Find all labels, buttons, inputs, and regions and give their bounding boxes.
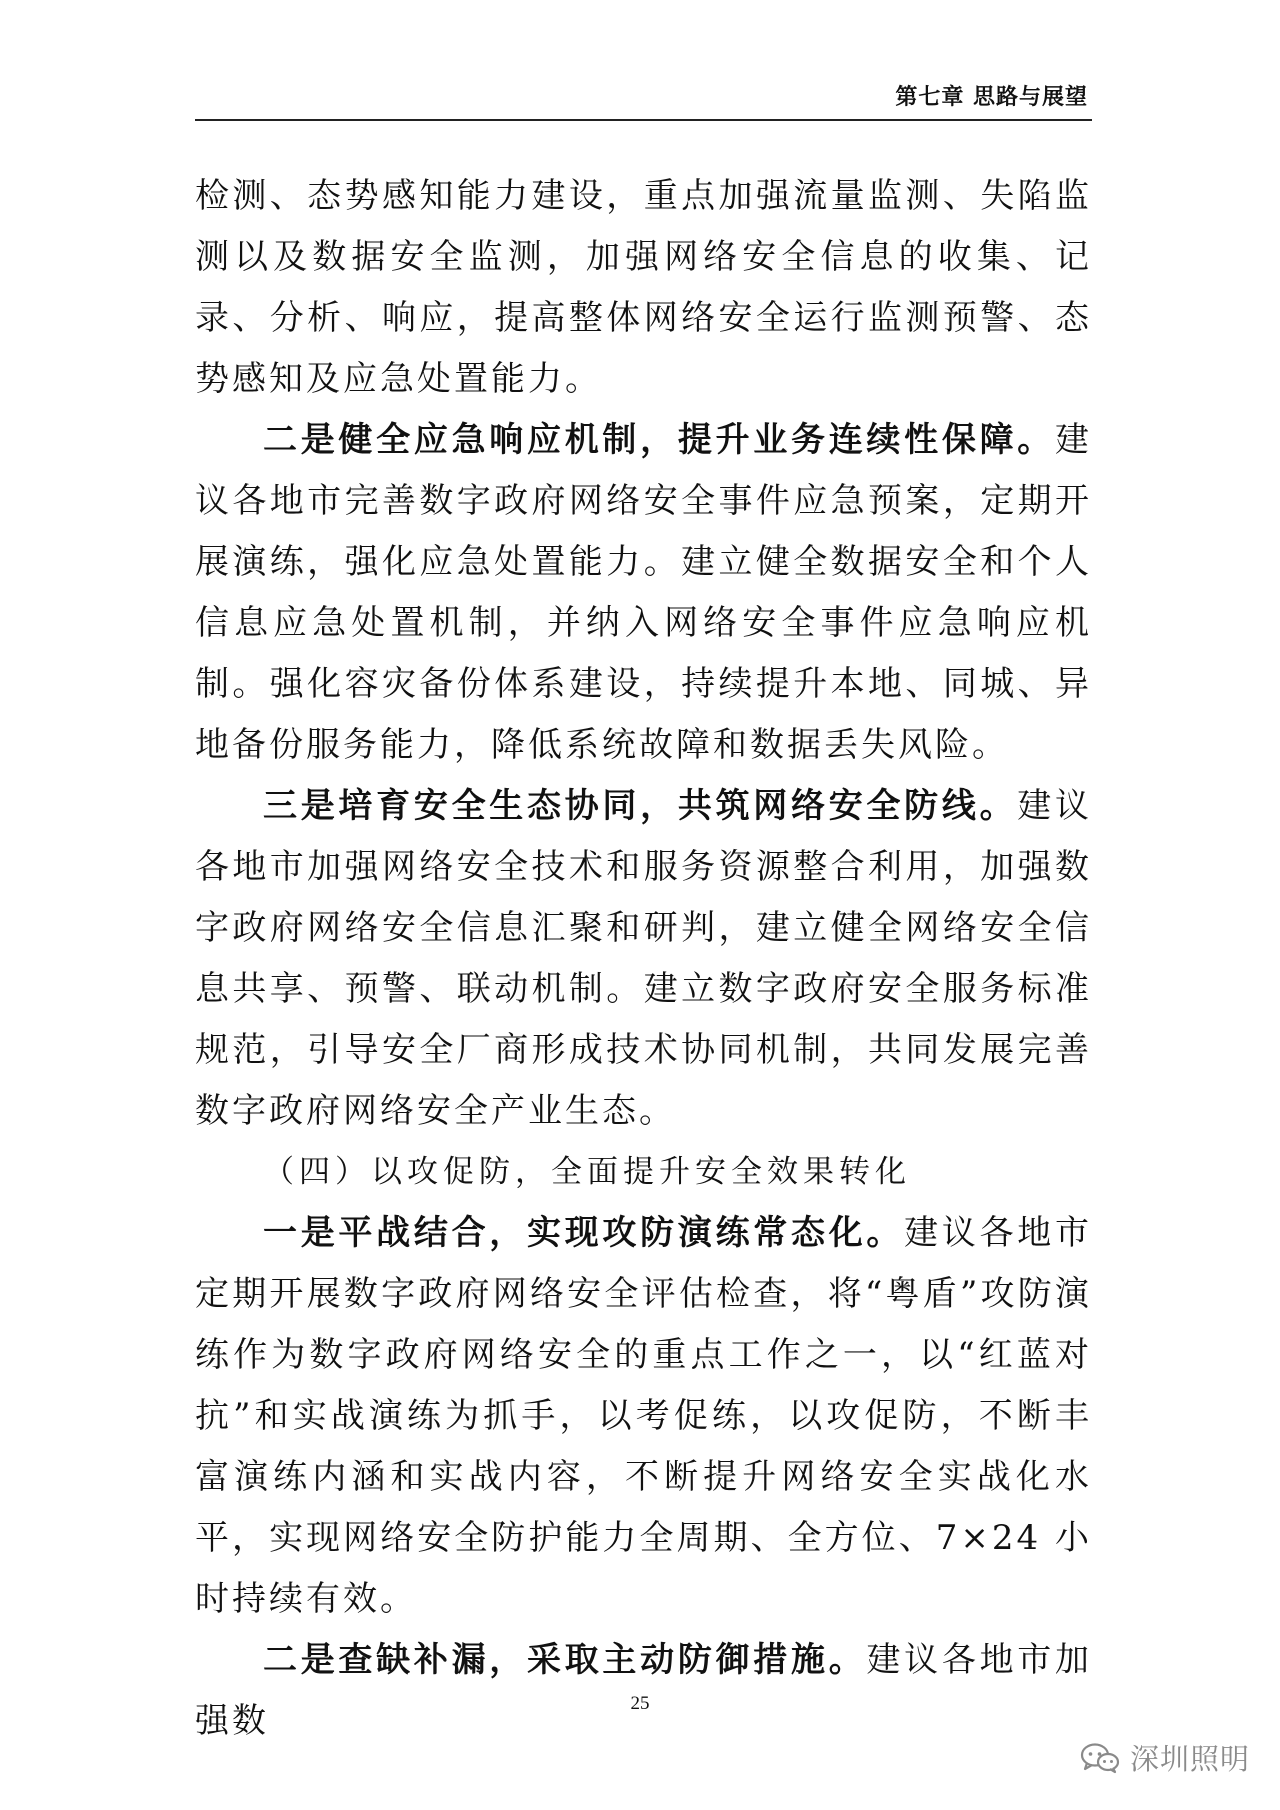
- paragraph-lead: 二是查缺补漏，采取主动防御措施。: [263, 1640, 867, 1680]
- paragraph-text: 建议各地市加强数: [195, 1640, 1093, 1741]
- chapter-title: 第七章 思路与展望: [895, 85, 1088, 110]
- paragraph-4: [195, 1203, 1092, 1630]
- watermark: [1080, 1737, 1250, 1778]
- paragraph-text: 建议各地市完善数字政府网络安全事件应急预案，定期开展演练，强化应急处置能力。建立健全数据安全和个人信息应急处置机制，并纳入网络安全事件应急响应机制。强化容灾备份体系建设，持续提升本地、同城、异地备份服务能力，降低系统故障和数据丢失风险。: [195, 420, 1092, 765]
- paragraph-1: [195, 166, 1092, 410]
- watermark-text: 深圳照明: [1129, 1742, 1250, 1776]
- section-heading: （四）以攻促防，全面提升安全效果转化: [263, 1154, 911, 1190]
- paragraph-2: [195, 410, 1092, 776]
- paragraph-3: [195, 776, 1092, 1142]
- paragraph-lead: 二是健全应急响应机制，提升业务连续性保障。: [263, 420, 1055, 460]
- paragraph-5: [195, 1630, 1092, 1752]
- page-header: [195, 74, 1092, 121]
- paragraph-text: 建议各地市加强网络安全技术和服务资源整合利用，加强数字政府网络安全信息汇聚和研判，建立健全网络安全信息共享、预警、联动机制。建立数字政府安全服务标准规范，引导安全厂商形成技术协同机制，共同发展完善数字政府网络安全产业生态。: [195, 786, 1093, 1131]
- page-content: [195, 166, 1092, 1752]
- wechat-icon: [1080, 1742, 1120, 1774]
- paragraph-lead: 三是培育安全生态协同，共筑网络安全防线。: [263, 786, 1018, 826]
- paragraph-text: 建议各地市定期开展数字政府网络安全评估检查，将“粤盾”攻防演练作为数字政府网络安全的重点工作之一，以“红蓝对抗”和实战演练为抓手，以考促练，以攻促防，不断丰富演练内涵和实战内容，不断提升网络安全实战化水平，实现网络安全防护能力全周期、全方位、7×24 小时持续有效。: [195, 1213, 1093, 1619]
- paragraph-text: 检测、态势感知能力建设，重点加强流量监测、失陷监测以及数据安全监测，加强网络安全信息的收集、记录、分析、响应，提高整体网络安全运行监测预警、态势感知及应急处置能力。: [195, 176, 1092, 399]
- paragraph-lead: 一是平战结合，实现攻防演练常态化。: [263, 1213, 905, 1253]
- page-number: 25: [630, 1693, 650, 1714]
